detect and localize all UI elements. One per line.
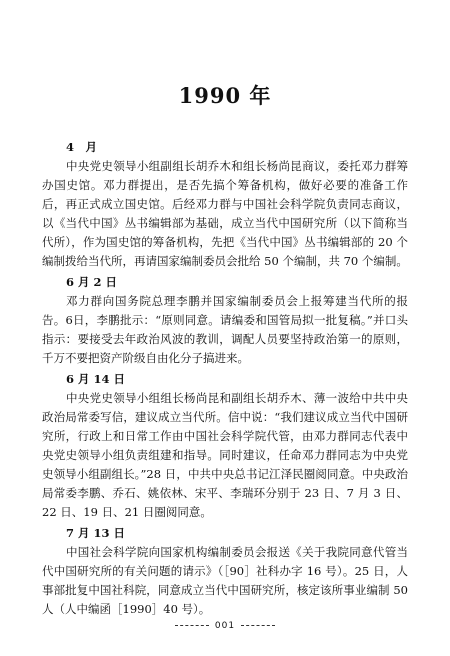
entry-date-june-14: 6 月 14 日 <box>66 372 126 386</box>
entry-text-june-2: 邓力群向国务院总理李鹏并国家编制委员会上报筹建当代所的报告。6日，李鹏批示：“原则同意。请编委和国管局拟一批复稿。”并口头指示：要接受去年政治风波的教训，调配人员要坚持政治第一的原则，千万不要把资产阶级自由化分子搞进来。 <box>42 294 408 365</box>
footer-left-rule <box>175 625 209 626</box>
entry-date-june-2: 6 月 2 日 <box>66 275 118 289</box>
page-footer <box>0 621 450 631</box>
chronicle-body <box>42 136 408 619</box>
entry-date-july-13: 7 月 13 日 <box>66 526 126 540</box>
entry-text-june-14: 中央党史领导小组组长杨尚昆和副组长胡乔木、薄一波给中共中央政治局常委写信，建议成立当代所。信中说：“我们建议成立当代中国研究所，行政上和日常工作由中国社会科学院代管，由邓力群同志代表中央党史领导小组负责组建和指导。同时建议，任命邓力群同志为中央党史领导小组副组长。”28 日，中共中央总书记江泽民圈阅同意。中央政治局常委李鹏、乔石、姚依林、宋平、李瑞环分别于 23 日、7 月 3 日、22 日、19 日、21 日圈阅同意。 <box>42 391 408 519</box>
entry-text-april: 中央党史领导小组副组长胡乔木和组长杨尚昆商议，委托邓力群筹办国史馆。邓力群提出，是否先搞个筹备机构，做好必要的准备工作后，再正式成立国史馆。后经邓力群与中国社会科学院负责同志商议，以《当代中国》丛书编辑部为基础，成立当代中国研究所（以下简称当代所），作为国史馆的筹备机构，先把《当代中国》丛书编辑部的 20 个编制拨给当代所，再请国家编制委员会批给 50 个编制，共 70 个编制。 <box>42 159 408 268</box>
page-title: 1990 年 <box>178 83 272 108</box>
page-number: 001 <box>214 621 236 631</box>
footer-right-rule <box>241 625 275 626</box>
entry-text-july-13: 中国社会科学院向国家机构编制委员会报送《关于我院同意代管当代中国研究所的有关问题的请示》（［90］社科办字 16 号）。25 日，人事部批复中国社科院，同意成立当代中国研究所，核定该所事业编制 50 人（人中编函［1990］40 号）。 <box>42 545 408 616</box>
entry-date-april: 4 月 <box>66 140 98 154</box>
